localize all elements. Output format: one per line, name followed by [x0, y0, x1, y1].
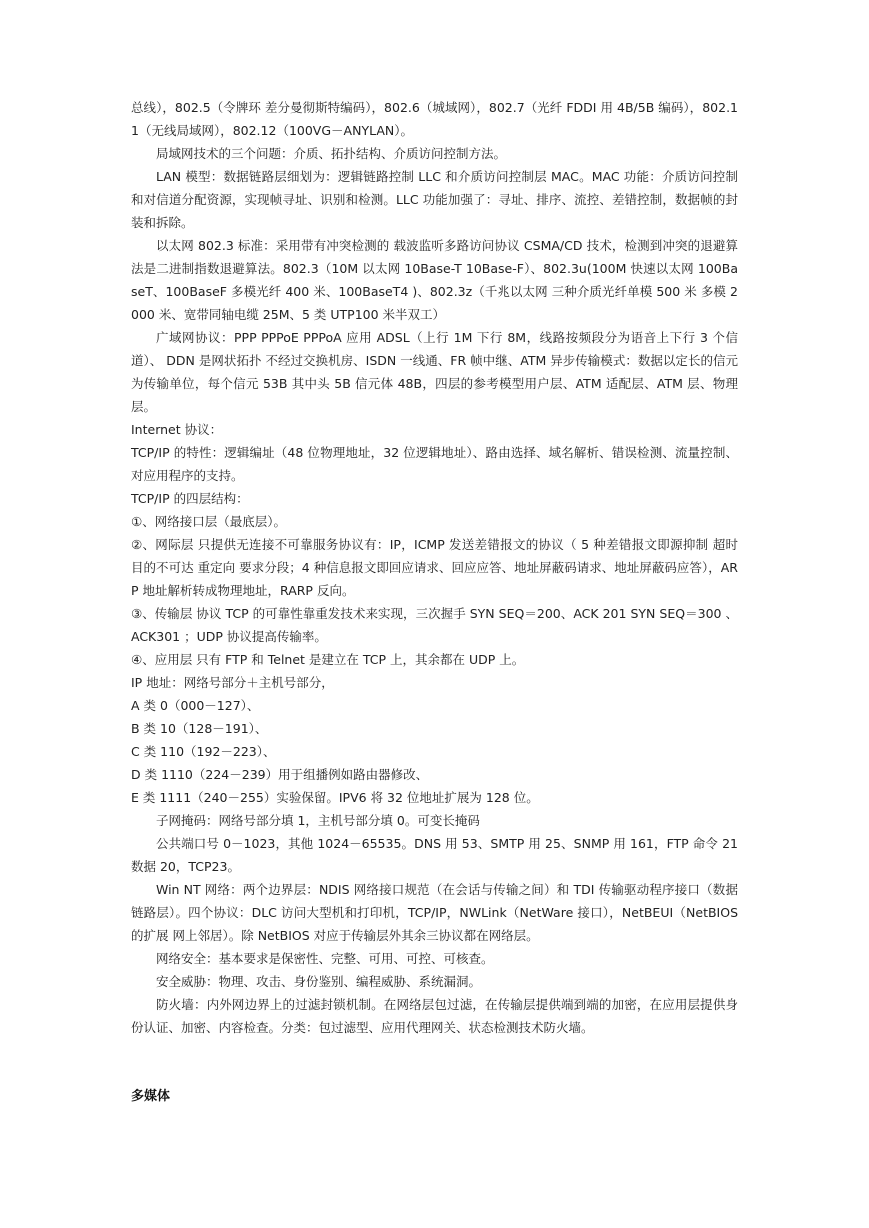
paragraph-port-numbers: 公共端口号 0－1023，其他 1024－65535。DNS 用 53、SMTP 用 25、SNMP 用 161，FTP 命令 21 数据 20，TCP23。	[131, 836, 738, 874]
paragraph-class-b: B 类 10（128－191）、	[131, 721, 268, 736]
paragraph-tcpip-four-layers: TCP/IP 的四层结构：	[131, 491, 249, 506]
paragraph-class-a: A 类 0（000－127）、	[131, 698, 260, 713]
paragraph-subnet-mask: 子网掩码：网络号部分填 1，主机号部分填 0。可变长掩码	[156, 813, 480, 828]
paragraph-network-security: 网络安全：基本要求是保密性、完整、可用、可控、可核查。	[156, 951, 494, 966]
paragraph-internet-protocols: Internet 协议：	[131, 422, 223, 437]
paragraph-class-e: E 类 1111（240－255）实验保留。IPV6 将 32 位地址扩展为 128 位。	[131, 790, 539, 805]
paragraph-class-d: D 类 1110（224－239）用于组播例如路由器修改、	[131, 767, 429, 782]
paragraph-wan-protocols: 广域网协议：PPP PPPoE PPPoA 应用 ADSL（上行 1M 下行 8M，线路按频段分为语音上下行 3 个信道）、 DDN 是网状拓扑 不经过交换机房、ISDN 一线通、FR 帧中继、ATM 异步传输模式：数据以定长的信元为传输单位，每个信元 53B 其中头 5B 信元体 48B，四层的参考模型用户层、ATM 适配层、ATM 层、物理层。	[131, 330, 738, 414]
paragraph-tcpip-features: TCP/IP 的特性：逻辑编址（48 位物理地址，32 位逻辑地址）、路由选择、域名解析、错误检测、流量控制、对应用程序的支持。	[131, 445, 738, 483]
document-page	[131, 96, 738, 1108]
paragraph-win-nt-network: Win NT 网络：两个边界层：NDIS 网络接口规范（在会话与传输之间）和 TDI 传输驱动程序接口（数据链路层）。四个协议：DLC 访问大型机和打印机，TCP/IP，NWLink（NetWare 接口），NetBEUI（NetBIOS 的扩展 网上邻居）。除 NetBIOS 对应于传输层外其余三协议都在网络层。	[131, 882, 738, 943]
section-heading-multimedia: 多媒体	[131, 1089, 171, 1104]
paragraph-transport-layer: ③、传输层 协议 TCP 的可靠性靠重发技术来实现，三次握手 SYN SEQ＝200、ACK 201 SYN SEQ＝300 、ACK301 ；UDP 协议提高传输率。	[131, 606, 738, 644]
paragraph-class-c: C 类 110（192－223）、	[131, 744, 276, 759]
paragraph-internet-layer: ②、网际层 只提供无连接不可靠服务协议有：IP，ICMP 发送差错报文的协议（ 5 种差错报文即源抑制 超时 目的不可达 重定向 要求分段；4 种信息报文即回应请求、回应应答、地址屏蔽码请求、地址屏蔽码应答），ARP 地址解析转成物理地址，RARP 反向。	[131, 537, 738, 598]
paragraph-lan-three-issues: 局域网技术的三个问题：介质、拓扑结构、介质访问控制方法。	[156, 146, 507, 161]
paragraph-ip-address: IP 地址：网络号部分＋主机号部分，	[131, 675, 334, 690]
paragraph-security-threats: 安全威胁：物理、攻击、身份鉴别、编程威胁、系统漏洞。	[156, 974, 482, 989]
paragraph-ethernet-8023: 以太网 802.3 标准：采用带有冲突检测的 载波监听多路访问协议 CSMA/CD 技术，检测到冲突的退避算法是二进制指数退避算法。802.3（10M 以太网 10Base-T 10Base-F）、802.3u(100M 快速以太网 100BaseT、100BaseF 多模光纤 400 米、100BaseT4 )、802.3z（千兆以太网 三种介质光纤单模 500 米 多模 2000 米、宽带同轴电缆 25M、5 类 UTP100 米半双工）	[131, 238, 738, 322]
paragraph-ieee-802-standards: 总线），802.5（令牌环 差分曼彻斯特编码），802.6（城域网），802.7（光纤 FDDI 用 4B/5B 编码），802.11（无线局域网），802.12（100VG－ANYLAN）。	[131, 100, 738, 138]
paragraph-network-interface-layer: ①、网络接口层（最底层）。	[131, 514, 286, 529]
paragraph-application-layer: ④、应用层 只有 FTP 和 Telnet 是建立在 TCP 上，其余都在 UDP 上。	[131, 652, 525, 667]
paragraph-lan-model: LAN 模型：数据链路层细划为：逻辑链路控制 LLC 和介质访问控制层 MAC。MAC 功能：介质访问控制和对信道分配资源，实现帧寻址、识别和检测。LLC 功能加强了：寻址、排序、流控、差错控制，数据帧的封装和拆除。	[131, 169, 738, 230]
paragraph-firewall: 防火墙：内外网边界上的过滤封锁机制。在网络层包过滤，在传输层提供端到端的加密，在应用层提供身份认证、加密、内容检查。分类：包过滤型、应用代理网关、状态检测技术防火墙。	[131, 997, 738, 1035]
section-spacer	[131, 1039, 738, 1085]
